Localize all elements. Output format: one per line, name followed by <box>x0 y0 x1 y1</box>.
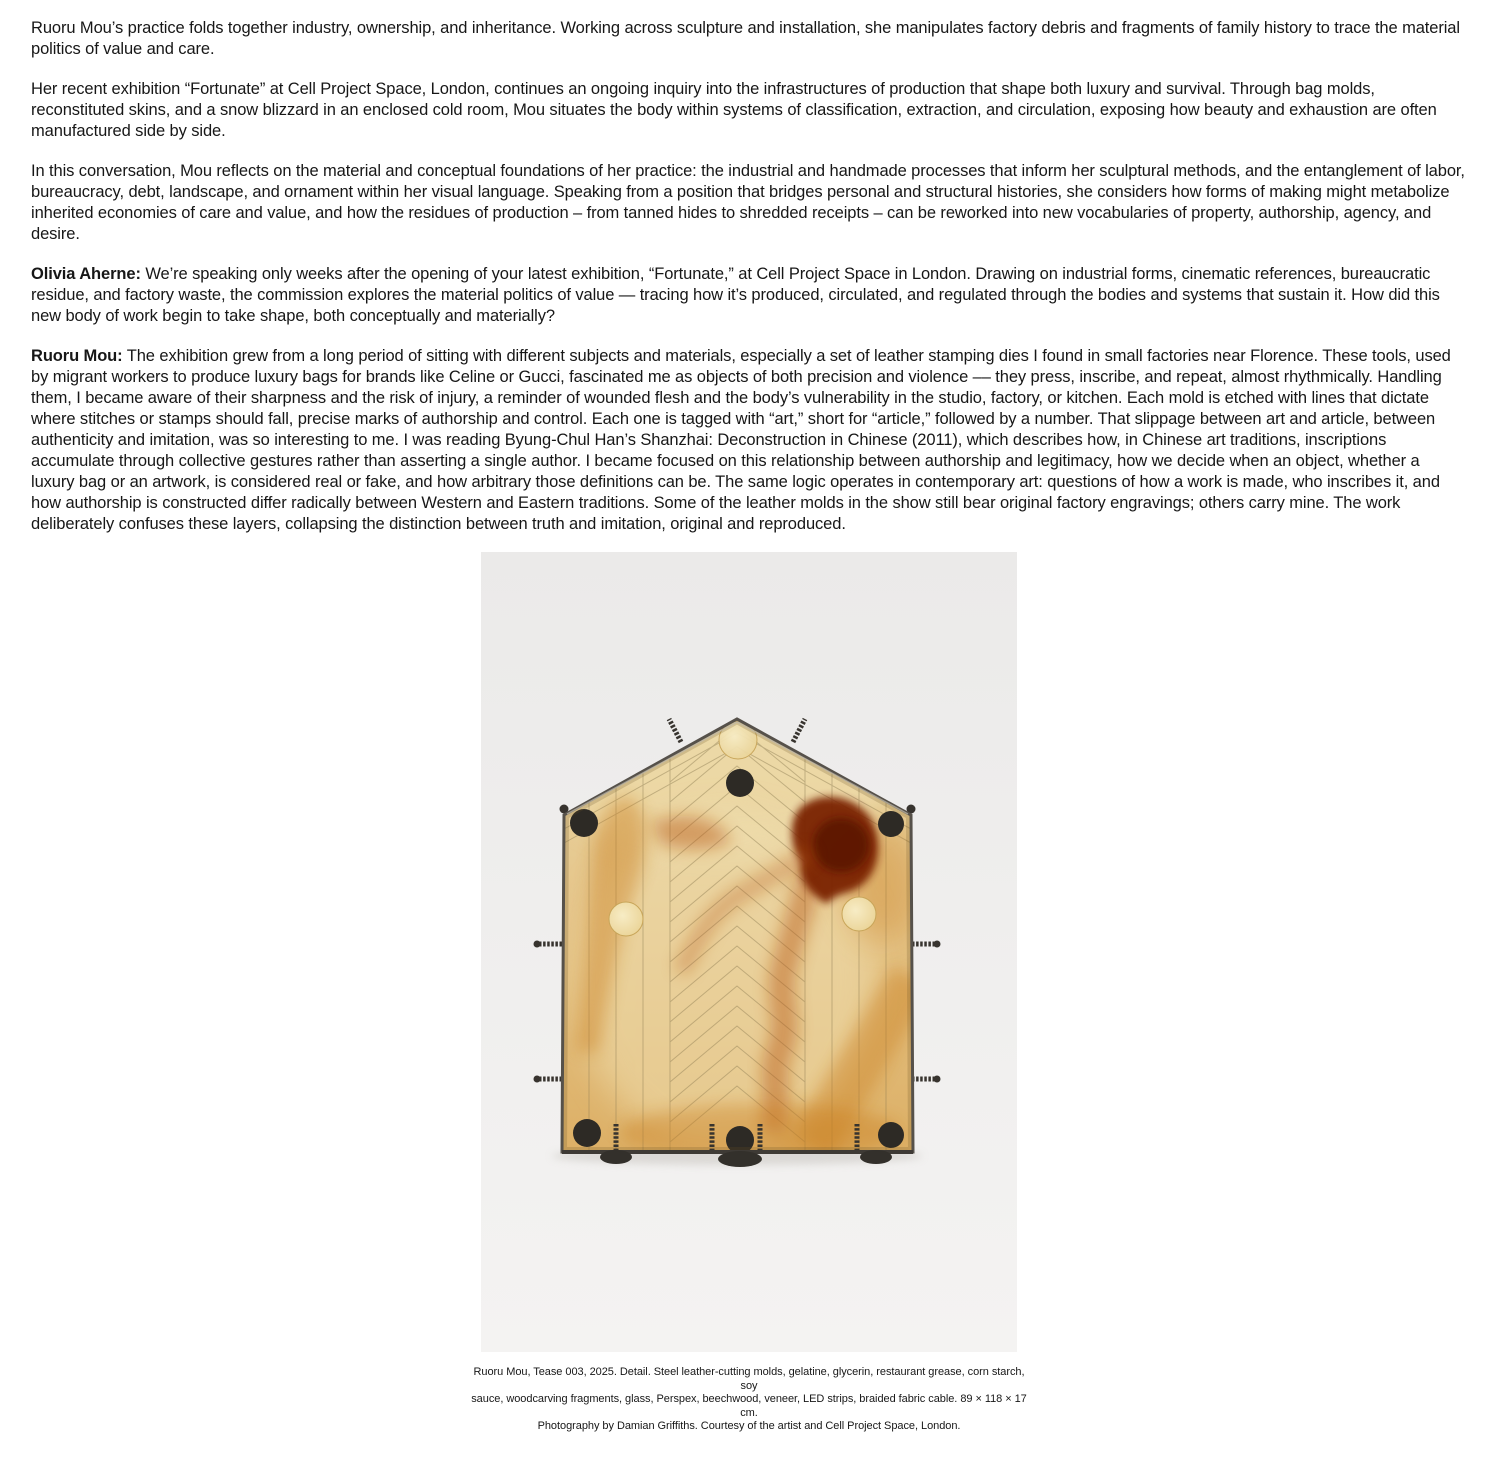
intro-paragraph-2: Her recent exhibition “Fortunate” at Cell Project Space, London, continues an ongoing inquiry into the infrastructures of production that shape both luxury and survival. Through bag molds, reconstituted skins, and a snow blizzard in an enclosed cold room, Mou situates the body within systems of classification, extraction, and circulation, exposing how beauty and exhaustion are often manufactured side by side. <box>31 80 1437 140</box>
answer-text: The exhibition grew from a long period of sitting with different subjects and materials, especially a set of leather stamping dies I found in small factories near Florence. These tools, used by migrant workers to produce luxury bags for brands like Celine or Gucci, fascinated me as objects of both precision and violence –– they press, inscribe, and repeat, almost rhythmically. Handling them, I became aware of their sharpness and the risk of injury, a reminder of wounded flesh and the body’s vulnerability in the studio, factory, or kitchen. Each mold is etched with lines that dictate where stitches or stamps should fall, precise marks of authorship and control. Each one is tagged with “art,” short for “article,” followed by a number. That slippage between art and article, between authenticity and imitation, was so interesting to me. I was reading Byung-Chul Han’s Shanzhai: Deconstruction in Chinese (2011), which describes how, in Chinese art traditions, inscriptions accumulate through collective gestures rather than asserting a single author. I became focused on this relationship between authorship and legitimacy, how we decide when an object, whether a luxury bag or an artwork, is considered real or fake, and how arbitrary those definitions can be. The same logic operates in contemporary art: questions of how a work is made, who inscribes it, and how authorship is constructed differ radically between Western and Eastern traditions. Some of the leather molds in the show still bear original factory engravings; others carry mine. The work deliberately confuses these layers, collapsing the distinction between truth and imitation, original and reproduced. <box>31 347 1451 533</box>
artwork-photo <box>481 552 1017 1352</box>
intro-paragraph-1: Ruoru Mou’s practice folds together industry, ownership, and inheritance. Working across sculpture and installation, she manipulates factory debris and fragments of family history to trace the material politics of value and care. <box>31 19 1460 58</box>
artwork-caption <box>469 1366 1029 1434</box>
artwork-figure <box>31 552 1467 1434</box>
caption-line: Ruoru Mou, Tease 003, 2025. Detail. Steel leather-cutting molds, gelatine, glycerin, restaurant grease, corn starch, soy <box>473 1366 1025 1392</box>
intro-paragraph-3: In this conversation, Mou reflects on the material and conceptual foundations of her practice: the industrial and handmade processes that inform her sculptural methods, and the entanglement of labor, bureaucracy, debt, landscape, and ornament within her visual language. Speaking from a position that bridges personal and structural histories, she considers how forms of making might metabolize inherited economies of care and value, and how the residues of production – from tanned hides to shredded receipts – can be reworked into new vocabularies of property, authorship, agency, and desire. <box>31 162 1465 243</box>
interview-question <box>31 264 1467 327</box>
interviewer-name: Olivia Aherne: <box>31 265 141 283</box>
caption-line: sauce, woodcarving fragments, glass, Perspex, beechwood, veneer, LED strips, braided fabric cable. 89 × 118 × 17 cm. <box>471 1393 1027 1419</box>
interview-answer <box>31 346 1467 535</box>
intro-section <box>31 18 1467 245</box>
artist-name: Ruoru Mou: <box>31 347 123 365</box>
caption-line: Photography by Damian Griffiths. Courtesy of the artist and Cell Project Space, London. <box>537 1420 961 1432</box>
artwork-image <box>481 552 1017 1352</box>
interview-section <box>31 264 1467 535</box>
question-text: We’re speaking only weeks after the opening of your latest exhibition, “Fortunate,” at Cell Project Space in London. Drawing on industrial forms, cinematic references, bureaucratic residue, and factory waste, the commission explores the material politics of value — tracing how it’s produced, circulated, and regulated through the bodies and systems that sustain it. How did this new body of work begin to take shape, both conceptually and materially? <box>31 265 1440 325</box>
